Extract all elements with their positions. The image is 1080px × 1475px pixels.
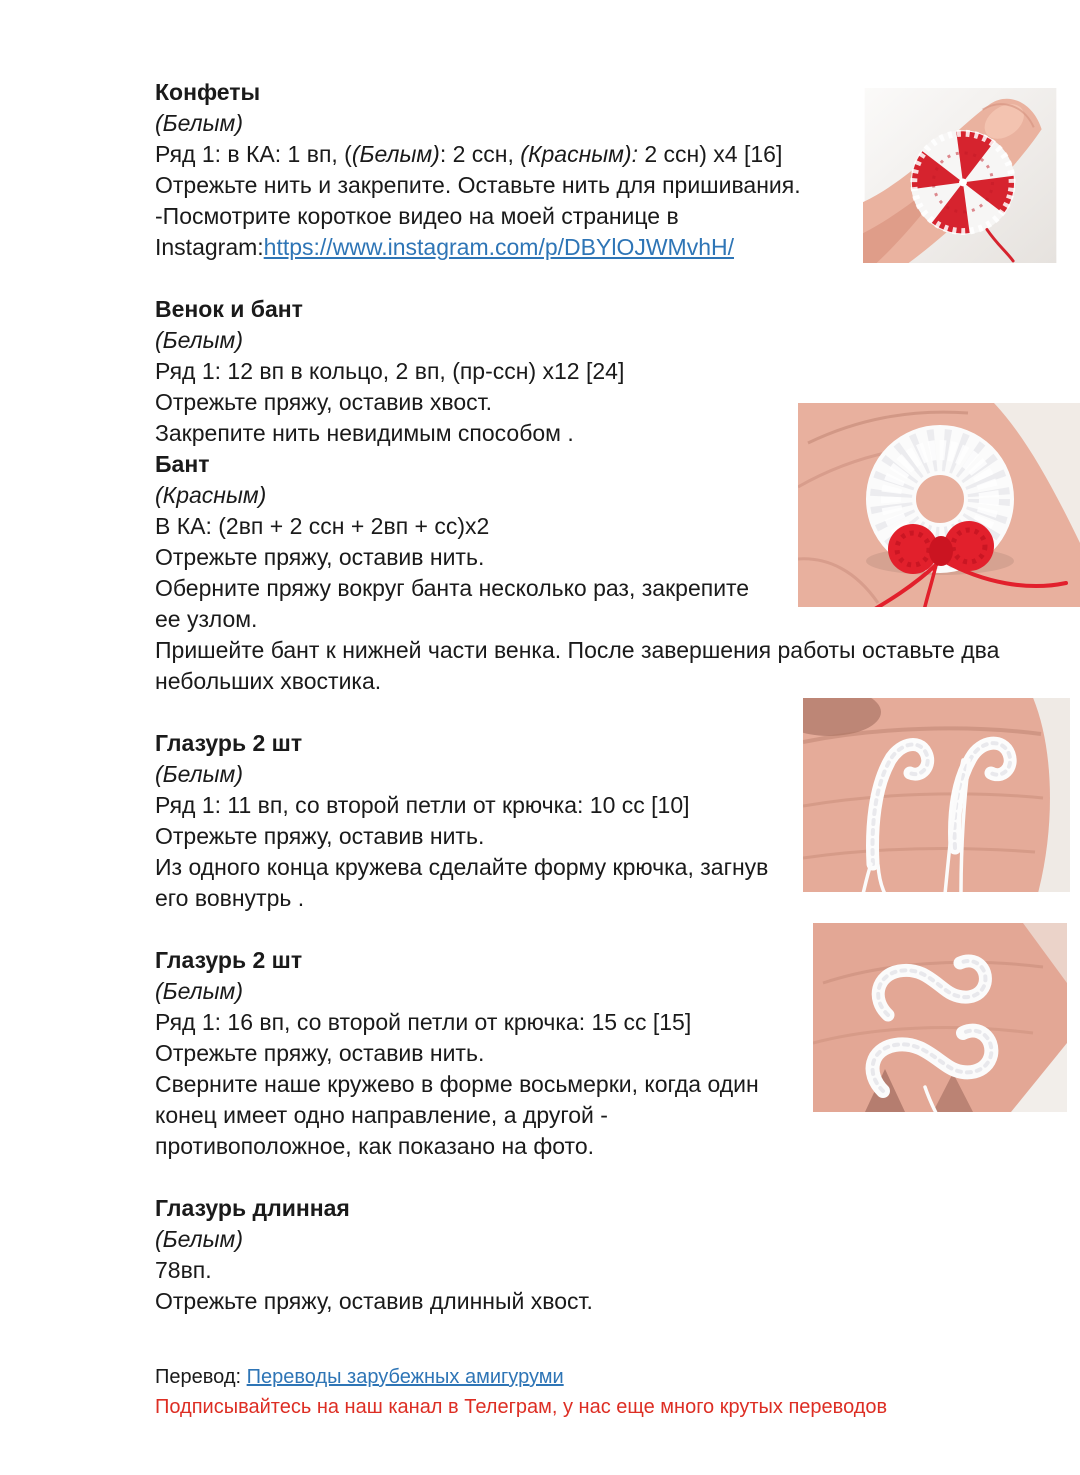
text-segment: : 2 ссн, <box>439 141 521 167</box>
text-segment: Ряд 1: 16 вп, со второй петли от крючка: 15 сс [15] <box>155 1009 692 1035</box>
text-segment: Отрежьте нить и закрепите. Оставьте нить для пришивания. <box>155 172 801 198</box>
text-segment: (Белым) <box>155 978 243 1004</box>
text-segment: Отрежьте пряжу, оставив хвост. <box>155 389 493 415</box>
text-segment: противоположное, как показано на фото. <box>155 1133 594 1159</box>
text-segment: Из одного конца кружева сделайте форму крючка, загнув <box>155 854 769 880</box>
photo-icing-s-shapes <box>813 923 1067 1112</box>
text-line <box>155 1255 1055 1286</box>
hand-illustration <box>803 698 1050 892</box>
text-segment: -Посмотрите короткое видео на моей странице в <box>155 203 679 229</box>
text-segment: Оберните пряжу вокруг банта несколько раз, закрепите <box>155 575 750 601</box>
text-segment: Закрепите нить невидимым способом . <box>155 420 574 446</box>
section-heading: Глазурь 2 шт <box>155 730 303 756</box>
text-line <box>155 356 1055 387</box>
text-segment: (Белым) <box>155 327 243 353</box>
photo-wreath-bow <box>798 403 1080 607</box>
text-segment: (Красным): <box>520 141 638 167</box>
credit-link[interactable]: Переводы зарубежных амигуруми <box>246 1366 564 1388</box>
section-heading: Глазурь 2 шт <box>155 947 303 973</box>
section-heading: Глазурь длинная <box>155 1195 350 1221</box>
hyperlink[interactable]: https://www.instagram.com/p/DBYlOJWMvhH/ <box>263 234 734 260</box>
text-line <box>155 1193 1055 1224</box>
text-line <box>155 635 1055 666</box>
text-line <box>155 666 1055 697</box>
text-segment: Пришейте бант к нижней части венка. После завершения работы оставьте два <box>155 637 1000 663</box>
credit-label: Перевод: <box>155 1366 247 1388</box>
text-segment: В КА: (2вп + 2 ссн + 2вп + сс)x2 <box>155 513 490 539</box>
text-segment: Отрежьте пряжу, оставив нить. <box>155 823 485 849</box>
footer <box>155 1362 1055 1422</box>
section-heading: Венок и бант <box>155 296 303 322</box>
text-line <box>155 1224 1055 1255</box>
credit-line <box>155 1362 1055 1392</box>
telegram-subscribe-text: Подписывайтесь на наш канал в Телеграм, у нас еще много крутых переводов <box>155 1396 888 1418</box>
text-segment: (Белым) <box>155 110 243 136</box>
section-icing-long <box>155 1193 1055 1317</box>
text-segment: ее узлом. <box>155 606 258 632</box>
sections <box>155 77 1055 1317</box>
text-segment: Отрежьте пряжу, оставив длинный хвост. <box>155 1288 593 1314</box>
text-line <box>155 1131 1055 1162</box>
text-line <box>155 294 1055 325</box>
text-segment: его вовнутрь . <box>155 885 305 911</box>
text-segment: конец имеет одно направление, а другой - <box>155 1102 608 1128</box>
section-heading: Бант <box>155 451 210 477</box>
text-segment: небольших хвостика. <box>155 668 382 694</box>
text-segment: Ряд 1: 11 вп, со второй петли от крючка: 10 сс [10] <box>155 792 690 818</box>
candy-photo-illustration <box>863 88 1058 263</box>
text-segment: Ряд 1: в КА: 1 вп, ( <box>155 141 352 167</box>
text-segment: (Красным) <box>155 482 267 508</box>
text-segment: (Белым) <box>155 761 243 787</box>
text-segment: 78вп. <box>155 1257 212 1283</box>
text-segment: Отрежьте пряжу, оставив нить. <box>155 544 485 570</box>
text-line <box>155 1286 1055 1317</box>
text-segment: Instagram: <box>155 234 264 260</box>
s-shapes-photo-illustration <box>813 923 1067 1112</box>
text-segment: Ряд 1: 12 вп в кольцо, 2 вп, (пр-ссн) x12 [24] <box>155 358 625 384</box>
text-line <box>155 325 1055 356</box>
text-segment: (Белым) <box>351 141 440 167</box>
photo-peppermint-candy <box>863 88 1058 263</box>
text-line <box>155 604 1055 635</box>
text-segment: Отрежьте пряжу, оставив нить. <box>155 1040 485 1066</box>
text-segment: Сверните наше кружево в форме восьмерки, когда один <box>155 1071 759 1097</box>
hooks-photo-illustration <box>803 698 1070 892</box>
section-heading: Конфеты <box>155 79 261 105</box>
photo-background <box>813 923 1067 1112</box>
text-segment: 2 ссн) x4 [16] <box>637 141 783 167</box>
text-segment: (Белым) <box>155 1226 243 1252</box>
photo-icing-hooks <box>803 698 1070 892</box>
wreath-photo-illustration <box>798 403 1080 607</box>
